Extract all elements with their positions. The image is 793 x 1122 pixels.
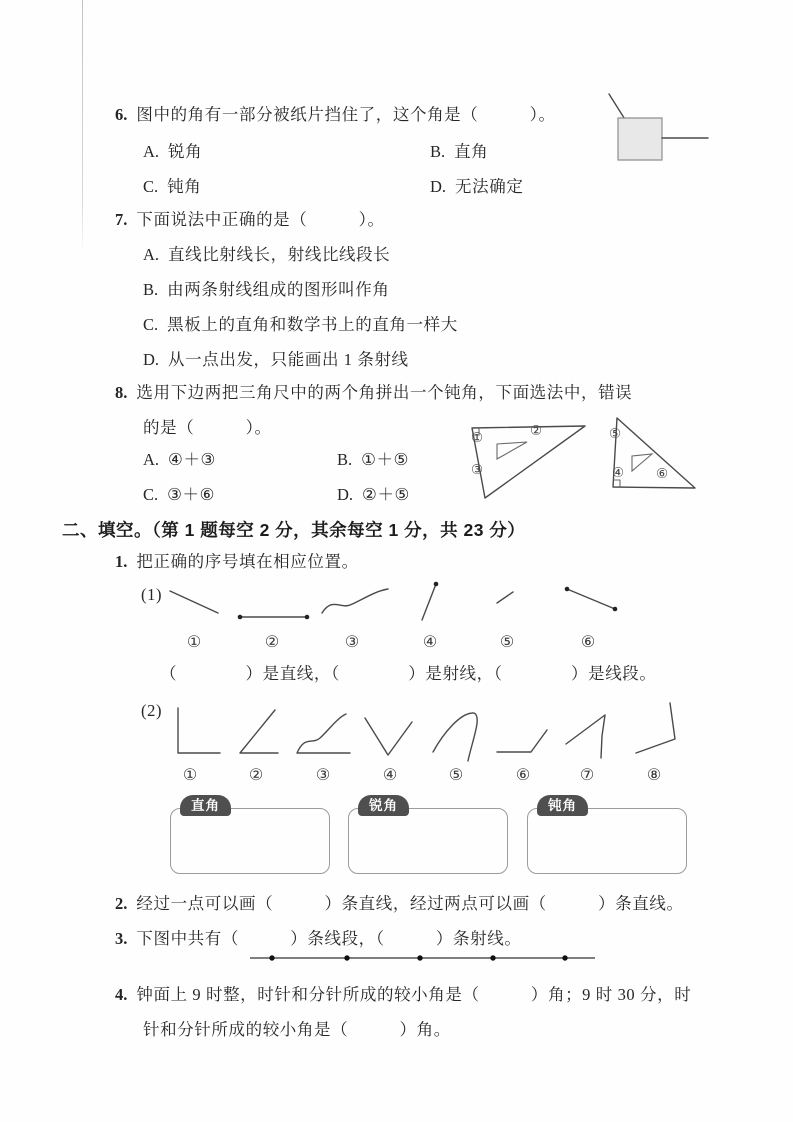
question-7-text: 下面说法中正确的是（ ）。 bbox=[136, 210, 385, 229]
q8-option-c-label: C. bbox=[143, 485, 159, 504]
line-figures-row bbox=[165, 575, 665, 630]
point-dot bbox=[417, 955, 422, 960]
angle-acute-2 bbox=[240, 710, 278, 753]
part1-answer-line: （ ）是直线，（ ）是射线，（ ）是线段。 bbox=[160, 664, 657, 683]
q6-option-b-label: B. bbox=[430, 142, 446, 161]
item-1-number: 1. bbox=[115, 552, 128, 571]
obtuse-angle-tag: 钝角 bbox=[537, 795, 588, 816]
figure-label: ③ bbox=[315, 767, 331, 784]
q7-option-c-text: 黑板上的直角和数学书上的直角一样大 bbox=[167, 315, 458, 334]
triangle-ruler-2 bbox=[613, 418, 695, 488]
angle-arm-upper bbox=[609, 94, 626, 121]
figure-label: ① bbox=[182, 767, 198, 784]
obtuse-angle-box bbox=[527, 808, 687, 874]
figure-ray-4 bbox=[422, 584, 436, 620]
angle-obtuse-8 bbox=[636, 703, 675, 753]
q6-option-d-label: D. bbox=[430, 177, 447, 196]
angle-v-4 bbox=[365, 718, 412, 755]
question-6-number: 6. bbox=[115, 105, 128, 124]
item-4 bbox=[115, 983, 691, 1006]
triangle-2-hole bbox=[632, 454, 652, 471]
question-8-line1: 选用下边两把三角尺中的两个角拼出一个钝角，下面选法中，错误 bbox=[136, 383, 633, 402]
q6-option-c-text: 钝角 bbox=[167, 177, 202, 196]
endpoint-dot bbox=[434, 582, 439, 587]
q8-option-b bbox=[337, 448, 409, 471]
q8-option-c bbox=[143, 483, 215, 506]
angle-arrow-7 bbox=[566, 715, 605, 758]
paper-square bbox=[618, 118, 662, 160]
angle-figures-row bbox=[165, 700, 685, 762]
q6-option-d bbox=[430, 175, 523, 198]
item-3 bbox=[115, 927, 521, 950]
q6-option-b bbox=[430, 140, 488, 163]
triangle2-angle-label: ⑤ bbox=[609, 426, 622, 441]
acute-angle-box bbox=[348, 808, 508, 874]
question-8-number: 8. bbox=[115, 383, 128, 402]
acute-angle-tag: 锐角 bbox=[358, 795, 409, 816]
figure-curve-3 bbox=[322, 589, 388, 613]
q7-option-a bbox=[143, 243, 390, 266]
question-7 bbox=[115, 208, 385, 231]
figure-label: ③ bbox=[344, 634, 360, 651]
part1-label: (1) bbox=[141, 585, 163, 604]
angle-right-1 bbox=[178, 708, 220, 753]
q7-option-a-text: 直线比射线长，射线比线段长 bbox=[168, 245, 391, 264]
triangle-ruler-1 bbox=[472, 426, 585, 498]
point-dot bbox=[562, 955, 567, 960]
item-2-text: 经过一点可以画（ ）条直线，经过两点可以画（ ）条直线。 bbox=[136, 894, 684, 913]
figure-label: ⑥ bbox=[515, 767, 531, 784]
q8-option-c-text: ③＋⑥ bbox=[167, 485, 216, 504]
endpoint-dot bbox=[238, 615, 243, 620]
right-angle-mark-2 bbox=[613, 480, 620, 487]
part2-label: (2) bbox=[141, 701, 163, 720]
q6-option-b-text: 直角 bbox=[454, 142, 489, 161]
figure-straight-line-1 bbox=[170, 591, 218, 613]
q7-option-c bbox=[143, 313, 458, 336]
covered-angle-figure bbox=[600, 92, 715, 167]
figure-label: ② bbox=[248, 767, 264, 784]
q6-option-c bbox=[143, 175, 201, 198]
angle-curvy-3 bbox=[297, 714, 350, 753]
figure-segment-6 bbox=[567, 589, 615, 609]
q8-option-d-text: ②＋⑤ bbox=[362, 485, 410, 504]
item-3-text: 下图中共有（ ）条线段，（ ）条射线。 bbox=[136, 929, 522, 948]
endpoint-dot bbox=[305, 615, 310, 620]
triangle-1-hole bbox=[497, 442, 527, 459]
q6-option-c-label: C. bbox=[143, 177, 159, 196]
q7-option-d-label: D. bbox=[143, 350, 160, 369]
q7-option-a-label: A. bbox=[143, 245, 160, 264]
q8-option-a bbox=[143, 448, 216, 471]
q8-option-d bbox=[337, 483, 410, 506]
q8-option-b-text: ①＋⑤ bbox=[361, 450, 410, 469]
figure-label: ⑦ bbox=[579, 767, 595, 784]
q6-option-a-label: A. bbox=[143, 142, 160, 161]
point-dot bbox=[269, 955, 274, 960]
figure-label: ① bbox=[186, 634, 202, 651]
item-2-number: 2. bbox=[115, 894, 128, 913]
endpoint-dot bbox=[613, 607, 618, 612]
angle-obtuse-6 bbox=[497, 730, 547, 752]
triangle2-angle-label: ⑥ bbox=[656, 466, 669, 481]
figure-straight-line-5 bbox=[497, 592, 513, 603]
triangle2-angle-label: ④ bbox=[612, 465, 625, 480]
figure-label: ⑥ bbox=[580, 634, 596, 651]
item-4-line1: 钟面上 9 时整，时针和分针所成的较小角是（ ）角；9 时 30 分，时 bbox=[136, 985, 692, 1004]
q7-option-b-label: B. bbox=[143, 280, 159, 299]
q6-option-a-text: 锐角 bbox=[168, 142, 203, 161]
triangle1-angle-label: ② bbox=[530, 423, 543, 438]
figure-label: ⑤ bbox=[448, 767, 464, 784]
scan-edge-line bbox=[82, 0, 83, 255]
figure-label: ④ bbox=[422, 634, 438, 651]
triangle1-angle-label: ① bbox=[471, 430, 484, 445]
endpoint-dot bbox=[565, 587, 570, 592]
q8-option-d-label: D. bbox=[337, 485, 354, 504]
q7-option-b-text: 由两条射线组成的图形叫作角 bbox=[167, 280, 390, 299]
q7-option-d bbox=[143, 348, 409, 371]
question-8-line2: 的是（ ）。 bbox=[143, 418, 272, 437]
figure-label: ⑧ bbox=[646, 767, 662, 784]
item-1 bbox=[115, 550, 359, 573]
q7-option-c-label: C. bbox=[143, 315, 159, 334]
points-on-line-figure bbox=[245, 950, 600, 966]
figure-label: ② bbox=[264, 634, 280, 651]
point-dot bbox=[344, 955, 349, 960]
section-2-header: 二、填空。（第 1 题每空 2 分，其余每空 1 分，共 23 分） bbox=[62, 520, 526, 540]
item-1-text: 把正确的序号填在相应位置。 bbox=[136, 552, 359, 571]
item-3-number: 3. bbox=[115, 929, 128, 948]
angle-curved-5 bbox=[433, 713, 477, 761]
question-8 bbox=[115, 381, 632, 404]
question-6-text: 图中的角有一部分被纸片挡住了，这个角是（ ）。 bbox=[136, 105, 556, 124]
triangle-rulers-figure bbox=[460, 408, 710, 503]
figure-label: ⑤ bbox=[499, 634, 515, 651]
q8-option-a-label: A. bbox=[143, 450, 160, 469]
question-6 bbox=[115, 103, 556, 126]
triangle1-angle-label: ③ bbox=[471, 462, 484, 477]
item-4-line2: 针和分针所成的较小角是（ ）角。 bbox=[143, 1020, 451, 1039]
q8-option-b-label: B. bbox=[337, 450, 353, 469]
q7-option-d-text: 从一点出发，只能画出 1 条射线 bbox=[168, 350, 409, 369]
right-angle-box bbox=[170, 808, 330, 874]
point-dot bbox=[490, 955, 495, 960]
item-4-number: 4. bbox=[115, 985, 128, 1004]
q7-option-b bbox=[143, 278, 389, 301]
right-angle-tag: 直角 bbox=[180, 795, 231, 816]
q8-option-a-text: ④＋③ bbox=[168, 450, 216, 469]
question-7-number: 7. bbox=[115, 210, 128, 229]
q6-option-a bbox=[143, 140, 202, 163]
q6-option-d-text: 无法确定 bbox=[455, 177, 524, 196]
item-2 bbox=[115, 892, 684, 915]
figure-label: ④ bbox=[382, 767, 398, 784]
